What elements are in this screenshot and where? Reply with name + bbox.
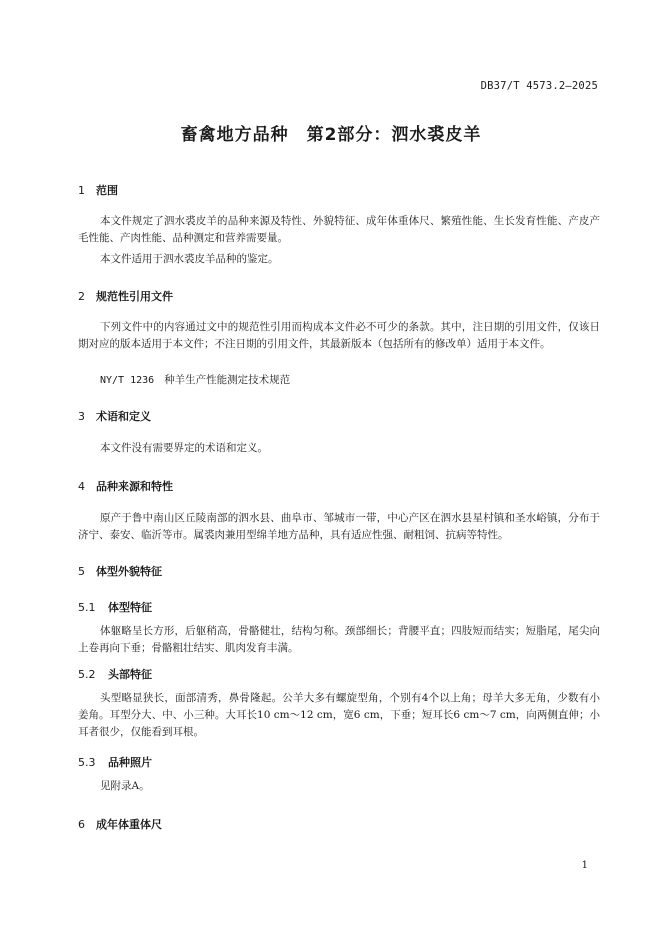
page-number: 1 (581, 860, 588, 871)
section-title: 规范性引用文件 (96, 290, 173, 303)
section-number: 1 (78, 184, 85, 197)
section-number: 5 (78, 565, 85, 578)
section-title: 术语和定义 (96, 410, 151, 423)
section-2-paragraph-1: 下列文件中的内容通过文中的规范性引用而构成本文件必不可少的条款。其中，注日期的引用文件，仅该日期对应的版本适用于本文件；不注日期的引用文件，其最新版本（包括所有的修改单）适用于本文件。 (78, 321, 600, 350)
section-number: 6 (78, 818, 85, 831)
subsection-number: 5.1 (78, 601, 96, 614)
section-heading-2 (78, 288, 173, 304)
subsection-title: 品种照片 (108, 756, 152, 769)
section-heading-5 (78, 563, 162, 579)
subsection-5-1-paragraph: 体躯略呈长方形，后躯稍高，骨骼健壮，结构匀称。颈部细长；背腰平直；四肢短而结实；短脂尾，尾尖向上卷再向下垂；骨骼粗壮结实、肌肉发育丰满。 (78, 625, 600, 654)
section-title: 体型外貌特征 (96, 565, 162, 578)
section-4-paragraph-1: 原产于鲁中南山区丘陵南部的泗水县、曲阜市、邹城市一带，中心产区在泗水县星村镇和圣水峪镇，分布于济宁、泰安、临沂等市。属裘肉兼用型绵羊地方品种，具有适应性强、耐粗饲、抗病等特性。 (78, 512, 600, 541)
section-3-paragraph-1: 本文件没有需要界定的术语和定义。 (100, 442, 268, 454)
reference-code: NY/T 1236 (100, 375, 155, 386)
subsection-heading-5-3 (78, 754, 152, 770)
section-title: 范围 (96, 184, 118, 197)
section-heading-4 (78, 478, 173, 494)
section-1-paragraph-1: 本文件规定了泗水裘皮羊的品种来源及特性、外貌特征、成年体重体尺、繁殖性能、生长发育性能、产皮产毛性能、产肉性能、品种测定和营养需要量。 (78, 215, 600, 244)
subsection-title: 头部特征 (108, 668, 152, 681)
subsection-5-3-paragraph: 见附录A。 (100, 780, 150, 792)
subsection-number: 5.2 (78, 668, 96, 681)
subsection-heading-5-1 (78, 599, 152, 615)
reference-title: 种羊生产性能测定技术规范 (164, 374, 291, 386)
section-number: 4 (78, 480, 85, 493)
subsection-title: 体型特征 (108, 601, 152, 614)
section-1-paragraph-2: 本文件适用于泗水裘皮羊品种的鉴定。 (100, 253, 279, 265)
document-title: 畜禽地方品种 第2部分：泗水裘皮羊 (180, 125, 482, 145)
section-number: 3 (78, 410, 85, 423)
subsection-heading-5-2 (78, 666, 152, 682)
subsection-number: 5.3 (78, 756, 96, 769)
section-heading-6 (78, 816, 162, 832)
section-title: 品种来源和特性 (96, 480, 173, 493)
normative-reference (100, 372, 290, 387)
subsection-5-2-paragraph: 头型略显狭长，面部清秀，鼻骨隆起。公羊大多有螺旋型角，个别有4个以上角；母羊大多无角，少数有小姜角。耳型分大、中、小三种。大耳长10 cm～12 cm，宽6 cm，下垂；短耳长6 cm～7 cm，向两侧直伸；小耳者很少，仅能看到耳根。 (78, 692, 600, 738)
section-number: 2 (78, 290, 85, 303)
standard-code: DB37/T 4573.2—2025 (480, 80, 598, 92)
section-heading-3 (78, 408, 151, 424)
section-title: 成年体重体尺 (96, 818, 162, 831)
section-heading-1 (78, 182, 118, 198)
